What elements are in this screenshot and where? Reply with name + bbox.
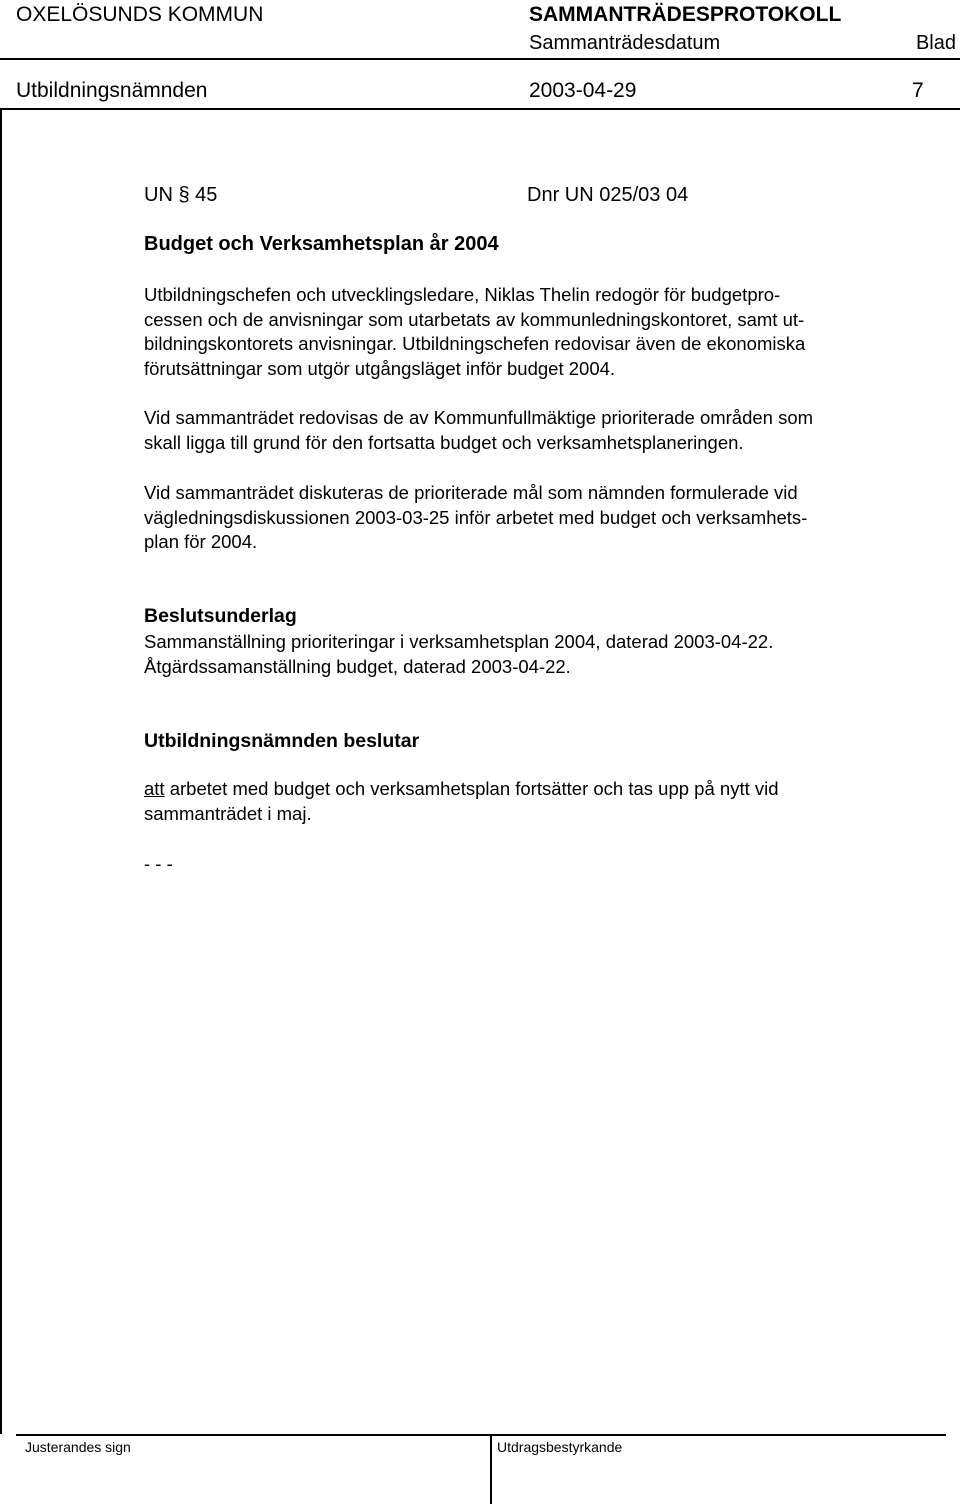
end-mark: - - - [144, 853, 173, 874]
committee-name: Utbildningsnämnden [16, 79, 208, 102]
basis-item: Sammanställning prioriteringar i verksamhetsplan 2004, daterad 2003-04-22. [144, 631, 774, 652]
signature-label: Justerandes sign [25, 1439, 131, 1455]
paragraph-line: skall ligga till grund för den fortsatta budget och verksamhetsplaneringen. [144, 431, 744, 453]
paragraph-2 [144, 406, 934, 455]
extract-label: Utdragsbestyrkande [497, 1439, 623, 1455]
basis-heading: Beslutsunderlag [144, 605, 297, 627]
page-label: Blad [915, 32, 956, 54]
header-rule-top [0, 58, 960, 60]
decision-text [144, 777, 934, 826]
decision-line-rest: arbetet med budget och verksamhetsplan fortsätter och tas upp på nytt vid [164, 778, 779, 799]
paragraph-line: cessen och de anvisningar som utarbetats av kommunledningskontoret, samt ut- [144, 308, 805, 330]
document-type: SAMMANTRÄDESPROTOKOLL [529, 3, 842, 26]
paragraph-line: förutsättningar som utgör utgångsläget inför budget 2004. [144, 357, 616, 379]
att-word: att [144, 778, 165, 799]
meeting-date: 2003-04-29 [529, 79, 637, 102]
item-title: Budget och Verksamhetsplan år 2004 [144, 233, 499, 255]
footer-rule [16, 1434, 946, 1436]
paragraph-line: vägledningsdiskussionen 2003-03-25 inför arbetet med budget och verksamhets- [144, 506, 808, 528]
item-number: UN § 45 [144, 184, 218, 206]
paragraph-line: bildningskontorets anvisningar. Utbildningschefen redovisar även de ekonomiska [144, 333, 806, 354]
paragraph-line: Utbildningschefen och utvecklingsledare, Niklas Thelin redogör för budgetpro- [144, 284, 781, 305]
date-label: Sammanträdesdatum [529, 32, 721, 54]
paragraph-3 [144, 481, 934, 555]
decision-heading: Utbildningsnämnden beslutar [144, 730, 420, 752]
page-number: 7 [912, 79, 924, 102]
decision-line: sammanträdet i maj. [144, 802, 312, 824]
basis-list [144, 630, 934, 679]
paragraph-line: Vid sammanträdet redovisas de av Kommunfullmäktige prioriterade områden som [144, 407, 814, 428]
basis-item: Åtgärdssamanställning budget, daterad 2003-04-22. [144, 655, 571, 677]
paragraph-line: plan för 2004. [144, 531, 258, 552]
decision-line [144, 777, 934, 802]
paragraph-1 [144, 283, 934, 381]
diary-number: Dnr UN 025/03 04 [527, 184, 689, 206]
left-margin-rule [0, 108, 2, 1434]
municipality-name: OXELÖSUNDS KOMMUN [16, 3, 264, 26]
footer-divider [490, 1434, 492, 1504]
paragraph-line: Vid sammanträdet diskuteras de prioriterade mål som nämnden formulerade vid [144, 482, 798, 503]
header-rule-bottom [0, 108, 960, 110]
